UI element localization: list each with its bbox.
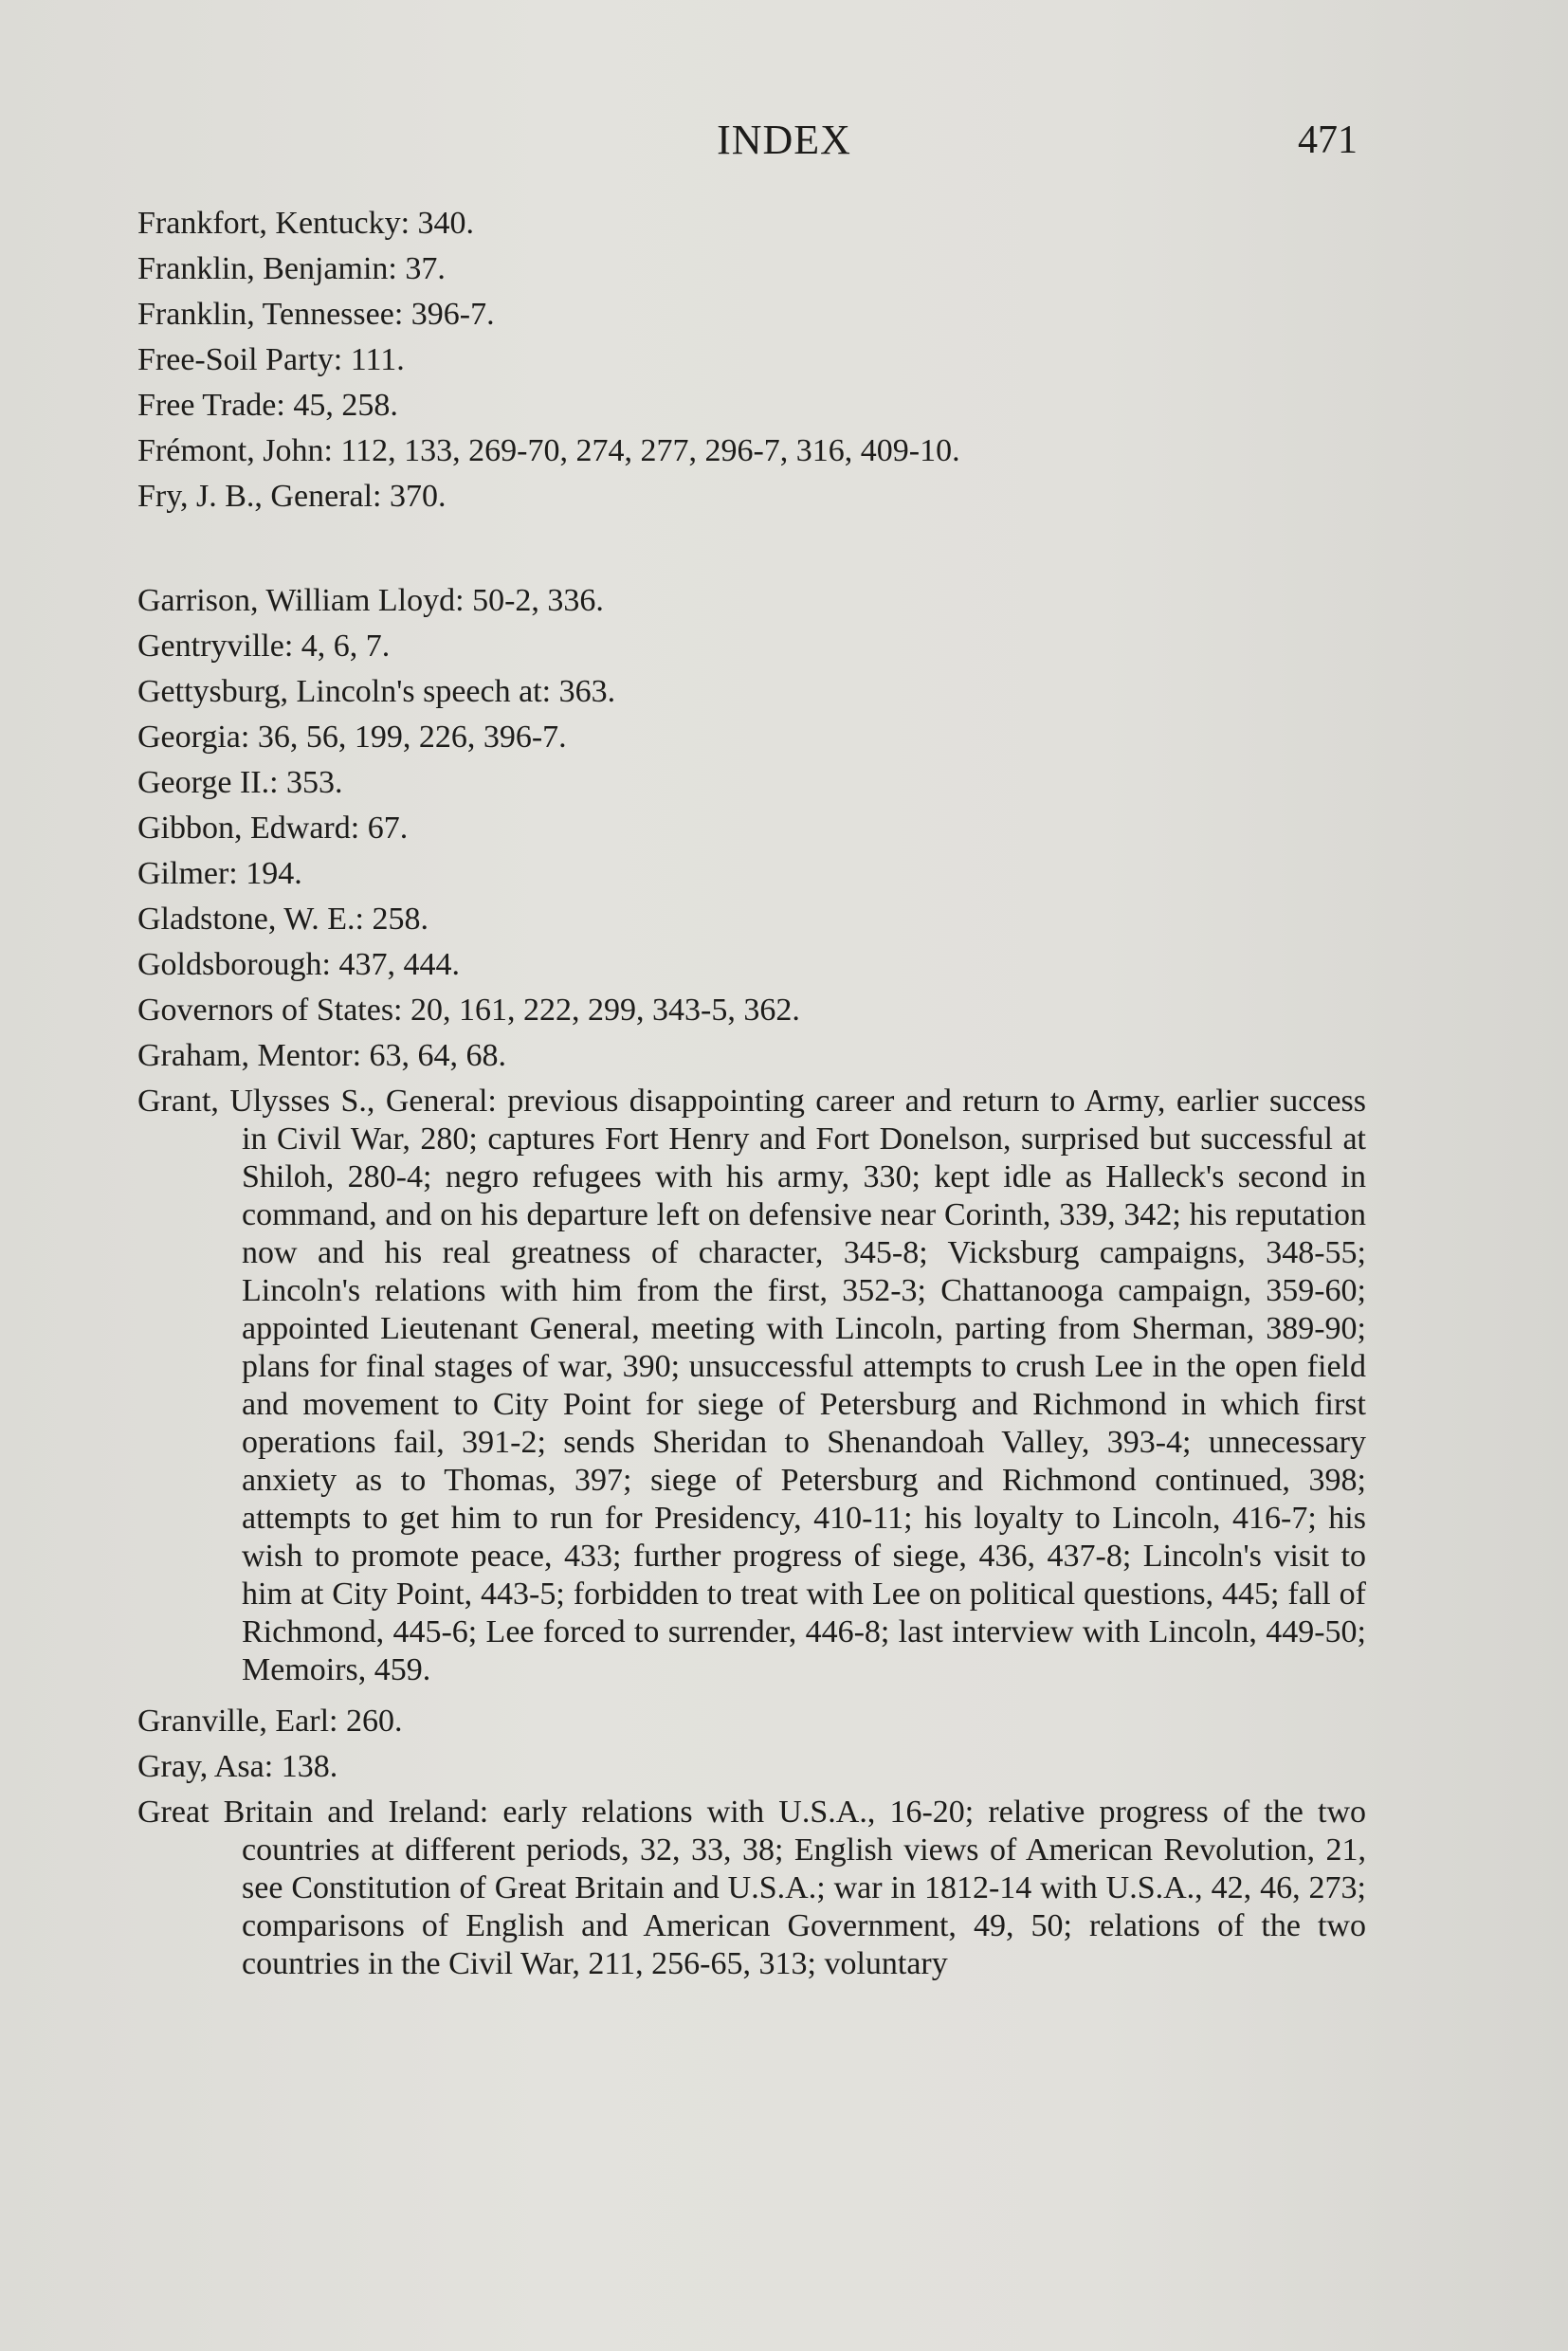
entry-references: 340. [417,206,475,241]
entry-heading: Franklin, Benjamin: [137,251,397,286]
entry-heading: Fry, J. B., General: [137,479,382,514]
entry-references: 20, 161, 222, 299, 343-5, 362. [410,993,800,1028]
entry-heading: Gray, Asa: [137,1749,274,1784]
index-entry [137,901,1366,939]
entry-heading: Free-Soil Party: [137,342,343,377]
entry-references: early relations with U.S.A., 16-20; relative progress of the two countries at different periods, 32, 33, 38; English views of American Revolution, 21, see Constitution of Great Britain and U.S.A.; war in 1812-14 with U.S.A., 42, 46, 273; comparisons of English and American Government, 49, 50; relations of the two countries in the Civil War, 211, 256-65, 313; voluntary [242,1795,1367,1981]
entry-references: 37. [405,251,446,286]
entry-heading: Gibbon, Edward: [137,811,360,846]
entry-references: 63, 64, 68. [369,1038,507,1073]
index-entry [137,478,1366,516]
index-entry [137,946,1366,984]
index-entry [137,1703,1366,1740]
index-entry [137,764,1366,802]
entry-heading: George II.: [137,765,279,800]
entry-heading: Georgia: [137,720,250,755]
running-header [0,112,1568,169]
entry-references: 36, 56, 199, 226, 396-7. [257,720,567,755]
index-entry [137,1748,1366,1786]
index-group-g [137,582,1366,1983]
entry-heading: Garrison, William Lloyd: [137,583,465,618]
entry-heading: Gentryville: [137,629,294,664]
entry-heading: Frankfort, Kentucky: [137,206,410,241]
entry-heading: Grant, Ulysses S., General: [137,1084,497,1119]
section-gap [137,523,1366,582]
index-entry [137,296,1366,334]
entry-references: 260. [345,1704,403,1739]
entry-heading: Gladstone, W. E.: [137,902,364,937]
index-entry [137,387,1366,425]
index-entry [137,582,1366,620]
entry-references: 112, 133, 269-70, 274, 277, 296-7, 316, 409-10. [340,433,960,468]
index-entry [137,205,1366,243]
entry-references: 111. [350,342,405,377]
entry-references: previous disappointing career and return to Army, earlier success in Civil War, 280; captures Fort Henry and Fort Donelson, surprised but successful at Shiloh, 280-4; negro refugees with his army, 330; kept idle as Halleck's second in command, and on his departure left on defensive near Corinth, 339, 342; his reputation now and his real greatness of character, 345-8; Vicksburg campaigns, 348-55; Lincoln's relations with him from the first, 352-3; Chattanooga campaign, 359-60; appointed Lieutenant General, meeting with Lincoln, parting from Sherman, 389-90; plans for final stages of war, 390; unsuccessful attempts to crush Lee in the open field and movement to City Point for siege of Petersburg and Richmond in which first operations fail, 391-2; sends Sheridan to Shenandoah Valley, 393-4; unnecessary anxiety as to Thomas, 397; siege of Petersburg and Richmond continued, 398; attempts to get him to run for Presidency, 410-11; his loyalty to Lincoln, 416-7; his wish to promote peace, 433; further progress of siege, 436, 437-8; Lincoln's visit to him at City Point, 443-5; forbidden to treat with Lee on political questions, 445; fall of Richmond, 445-6; Lee forced to surrender, 446-8; last interview with Lincoln, 449-50; Memoirs, 459. [242,1084,1366,1687]
entry-references: 353. [286,765,343,800]
index-entries [137,205,1366,1996]
entry-heading: Goldsborough: [137,947,331,982]
entry-heading: Franklin, Tennessee: [137,297,404,332]
entry-heading: Governors of States: [137,993,403,1028]
index-group-f [137,205,1366,516]
entry-references: 50-2, 336. [472,583,604,618]
entry-heading: Frémont, John: [137,433,333,468]
entry-references: 67. [367,811,409,846]
index-entry [137,992,1366,1030]
entry-references: 4, 6, 7. [301,629,391,664]
index-entry [137,673,1366,711]
index-entry [137,1037,1366,1075]
entry-references: 45, 258. [293,388,398,423]
entry-references: 363. [558,674,616,709]
index-entry [137,719,1366,756]
page-number: 471 [1298,118,1358,162]
entry-heading: Granville, Earl: [137,1704,338,1739]
entry-heading: Great Britain and Ireland: [137,1795,489,1830]
entry-references: 370. [389,479,447,514]
index-entry [137,341,1366,379]
index-entry [137,1083,1366,1689]
entry-references: 396-7. [410,297,495,332]
index-entry [137,628,1366,665]
entry-references: 138. [281,1749,338,1784]
entry-heading: Free Trade: [137,388,285,423]
entry-references: 437, 444. [338,947,460,982]
entry-references: 258. [372,902,428,937]
index-entry [137,432,1366,470]
index-entry [137,810,1366,847]
index-entry [137,1794,1366,1983]
index-entry [137,855,1366,893]
index-entry [137,250,1366,288]
entry-references: 194. [246,856,302,891]
entry-heading: Gilmer: [137,856,238,891]
entry-heading: Graham, Mentor: [137,1038,362,1073]
page-title: INDEX [717,117,851,163]
entry-heading: Gettysburg, Lincoln's speech at: [137,674,552,709]
